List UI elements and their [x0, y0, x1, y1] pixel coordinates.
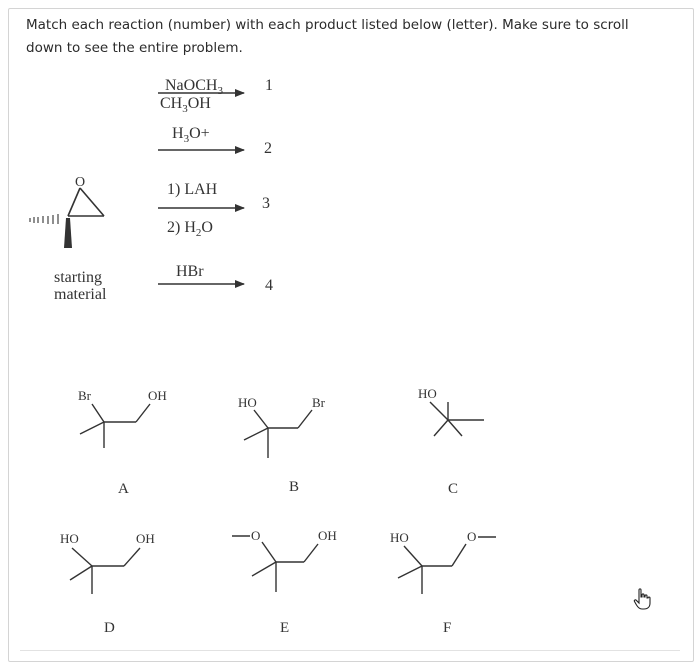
wedge-bond	[64, 218, 72, 248]
starting-label-line1: starting	[54, 269, 102, 286]
product-f-left-group: HO	[390, 530, 409, 545]
product-c-group: HO	[418, 386, 437, 401]
product-b-structure	[244, 410, 312, 458]
reaction-1-solvent: $CH_3OH$	[160, 95, 211, 115]
reaction-4-reagent: HBr	[176, 263, 204, 280]
product-c-structure	[430, 402, 484, 436]
epoxide-oxygen: O	[74, 175, 86, 190]
hand-cursor-icon	[632, 587, 654, 611]
reaction-1-reagent: NaOCH$_3$	[165, 77, 223, 97]
product-a-left-group: Br	[78, 388, 91, 403]
reaction-1-number: 1	[265, 77, 273, 94]
starting-label-line2: material	[54, 286, 107, 303]
product-c-letter: C	[448, 481, 459, 497]
product-a-structure	[80, 404, 150, 448]
product-a-letter: A	[118, 481, 129, 497]
reaction-3-step2: 2) $H_2O$	[167, 219, 213, 239]
reaction-4-number: 4	[265, 277, 273, 294]
product-d-right-group: OH	[136, 531, 155, 546]
product-f-right-group: O	[467, 529, 477, 544]
divider	[20, 650, 680, 651]
product-b-left-group: HO	[238, 395, 257, 410]
product-b-letter: B	[289, 479, 300, 495]
product-e-letter: E	[280, 620, 290, 636]
product-f-structure	[398, 537, 496, 594]
hash-bond	[30, 214, 58, 224]
product-f-letter: F	[443, 620, 452, 636]
product-e-right-group: OH	[318, 528, 337, 543]
product-a-right-group: OH	[148, 388, 167, 403]
product-d-left-group: HO	[60, 531, 79, 546]
product-d-structure	[70, 548, 140, 594]
product-b-right-group: Br	[312, 395, 325, 410]
epoxide-bond	[80, 188, 104, 216]
reaction-3-step1: 1) LAH	[167, 181, 218, 198]
reaction-2-reagent: $H_3O+$	[172, 125, 210, 145]
epoxide-bond	[68, 188, 80, 216]
product-e-left-group: O	[251, 528, 261, 543]
reaction-2-number: 2	[264, 140, 272, 157]
starting-material-structure	[30, 188, 104, 248]
product-e-structure	[232, 536, 318, 592]
instructions-text: Match each reaction (number) with each product listed below (letter). Make sure to scroll down to see the entire problem.	[26, 17, 629, 56]
reaction-3-number: 3	[262, 195, 270, 212]
product-d-letter: D	[104, 620, 115, 636]
